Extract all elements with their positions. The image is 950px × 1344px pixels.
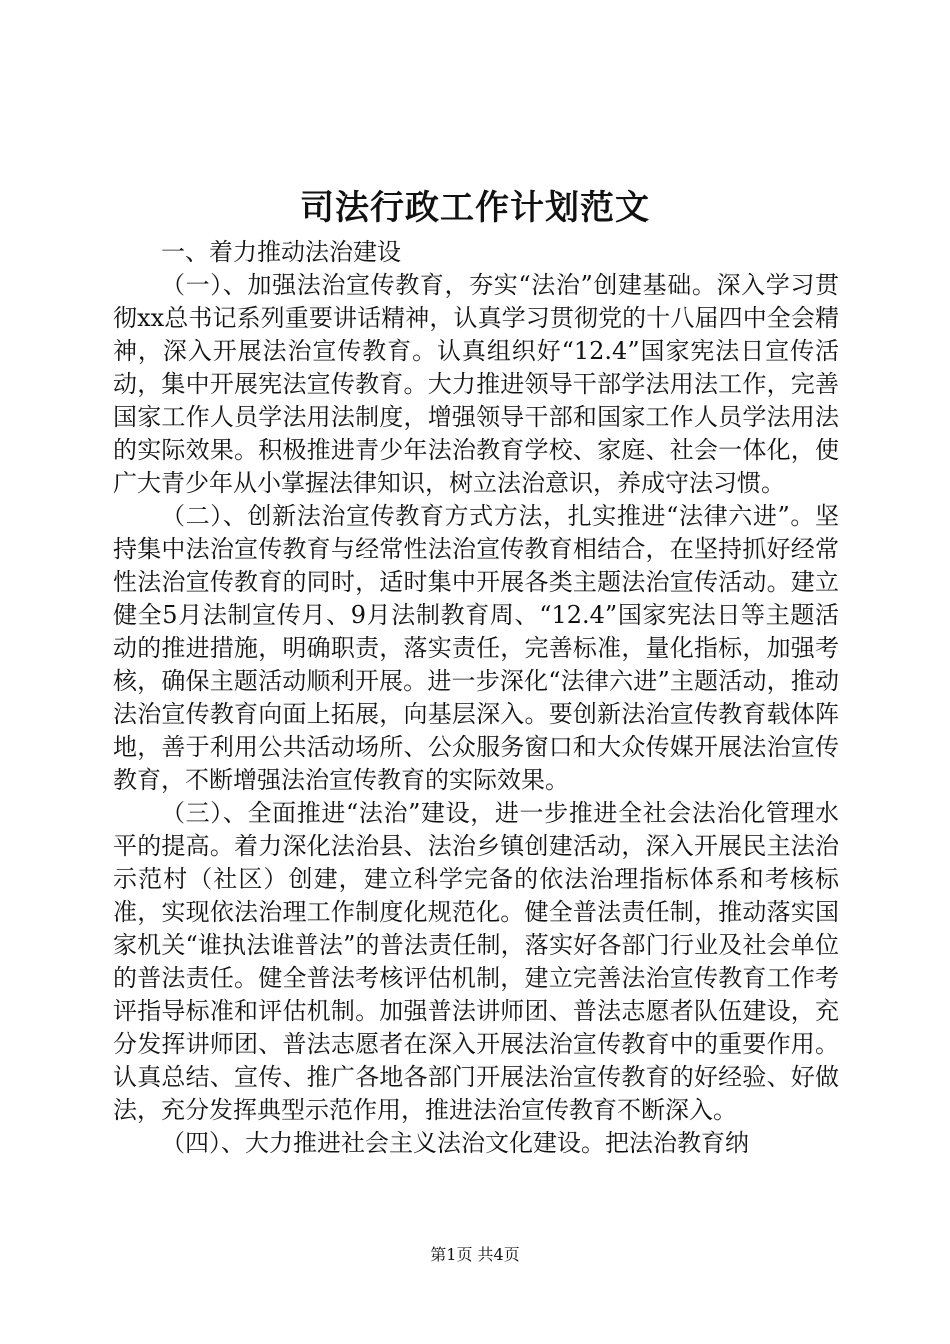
page-footer: 第1页 共4页 bbox=[430, 1245, 520, 1264]
document-title: 司法行政工作计划范文 bbox=[300, 188, 650, 228]
paragraph-1: （一）、加强法治宣传教育，夯实“法治”创建基础。深入学习贯彻xx总书记系列重要讲话精神，认真学习贯彻党的十八届四中全会精神，深入开展法治宣传教育。认真组织好“12.4”国家宪法日宣传活动，集中开展宪法宣传教育。大力推进领导干部学法用法工作，完善国家工作人员学法用法制度，增强领导干部和国家工作人员学法用法的实际效果。积极推进青少年法治教育学校、家庭、社会一体化，使广大青少年从小掌握法律知识，树立法治意识，养成守法习惯。 bbox=[113, 271, 839, 497]
paragraph-2: （二）、创新法治宣传教育方式方法，扎实推进“法律六进”。坚持集中法治宣传教育与经常性法治宣传教育相结合，在坚持抓好经常性法治宣传教育的同时，适时集中开展各类主题法治宣传活动。建立健全5月法制宣传月、9月法制教育周、“12.4”国家宪法日等主题活动的推进措施，明确职责，落实责任，完善标准，量化指标，加强考核，确保主题活动顺利开展。进一步深化“法律六进”主题活动，推动法治宣传教育向面上拓展，向基层深入。要创新法治宣传教育载体阵地，善于利用公共活动场所、公众服务窗口和大众传媒开展法治宣传教育，不断增强法治宣传教育的实际效果。 bbox=[113, 502, 839, 794]
document-body bbox=[113, 236, 839, 1160]
paragraph-4: （四）、大力推进社会主义法治文化建设。把法治教育纳 bbox=[161, 1129, 749, 1157]
section-heading: 一、着力推动法治建设 bbox=[161, 238, 401, 266]
paragraph-3: （三）、全面推进“法治”建设，进一步推进全社会法治化管理水平的提高。着力深化法治县、法治乡镇创建活动，深入开展民主法治示范村（社区）创建，建立科学完备的依法治理指标体系和考核标准，实现依法治理工作制度化规范化。健全普法责任制，推动落实国家机关“谁执法谁普法”的普法责任制，落实好各部门行业及社会单位的普法责任。健全普法考核评估机制，建立完善法治宣传教育工作考评指导标准和评估机制。加强普法讲师团、普法志愿者队伍建设，充分发挥讲师团、普法志愿者在深入开展法治宣传教育中的重要作用。认真总结、宣传、推广各地各部门开展法治宣传教育的好经验、好做法，充分发挥典型示范作用，推进法治宣传教育不断深入。 bbox=[113, 799, 839, 1124]
